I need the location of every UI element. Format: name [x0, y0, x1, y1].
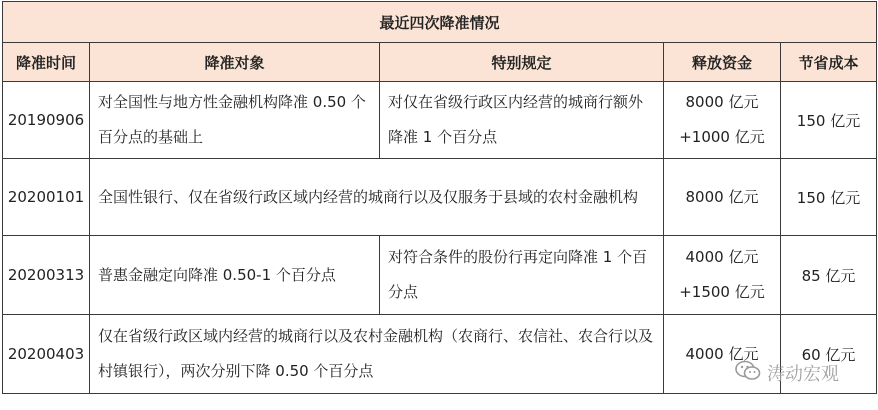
special-cell: 对仅在省级行政区内经营的城商行额外降准 1 个百分点	[380, 82, 664, 159]
wechat-icon	[735, 360, 767, 387]
date-cell: 20200313	[3, 236, 90, 315]
header-target: 降准对象	[90, 43, 380, 82]
funds-cell	[664, 236, 781, 315]
date-cell: 20200101	[3, 159, 90, 236]
table-row	[3, 236, 877, 315]
funds-cell: 8000 亿元	[664, 159, 781, 236]
special-cell: 对符合条件的股份行再定向降准 1 个百分点	[380, 236, 664, 315]
target-cell: 仅在省级行政区域内经营的城商行以及农村金融机构（农商行、农信社、农合行以及村镇银行），两次分别下降 0.50 个百分点	[90, 315, 664, 394]
header-special: 特别规定	[380, 43, 664, 82]
savings-cell: 150 亿元	[781, 82, 877, 159]
savings-cell: 60 亿元	[781, 315, 877, 394]
table-row	[3, 82, 877, 159]
header-savings: 节省成本	[781, 43, 877, 82]
table-row	[3, 159, 877, 236]
funds-line: +1500 亿元	[679, 283, 765, 301]
rrr-cuts-table	[2, 1, 877, 394]
target-cell: 对全国性与地方性金融机构降准 0.50 个百分点的基础上	[90, 82, 380, 159]
target-cell: 普惠金融定向降准 0.50-1 个百分点	[90, 236, 380, 315]
funds-line: +1000 亿元	[679, 128, 765, 146]
header-date: 降准时间	[3, 43, 90, 82]
header-row	[3, 43, 877, 82]
date-cell: 20190906	[3, 82, 90, 159]
target-cell: 全国性银行、仅在省级行政区域内经营的城商行以及仅服务于县域的农村金融机构	[90, 159, 664, 236]
watermark-text: 涛动宏观	[767, 364, 839, 385]
funds-line: 4000 亿元	[685, 248, 759, 266]
funds-cell: 4000 亿元	[664, 315, 781, 394]
table-title: 最近四次降准情况	[3, 2, 877, 43]
funds-line: 8000 亿元	[685, 93, 759, 111]
date-cell: 20200403	[3, 315, 90, 394]
savings-cell: 85 亿元	[781, 236, 877, 315]
funds-cell	[664, 82, 781, 159]
watermark	[735, 358, 839, 388]
header-funds: 释放资金	[664, 43, 781, 82]
savings-cell: 150 亿元	[781, 159, 877, 236]
